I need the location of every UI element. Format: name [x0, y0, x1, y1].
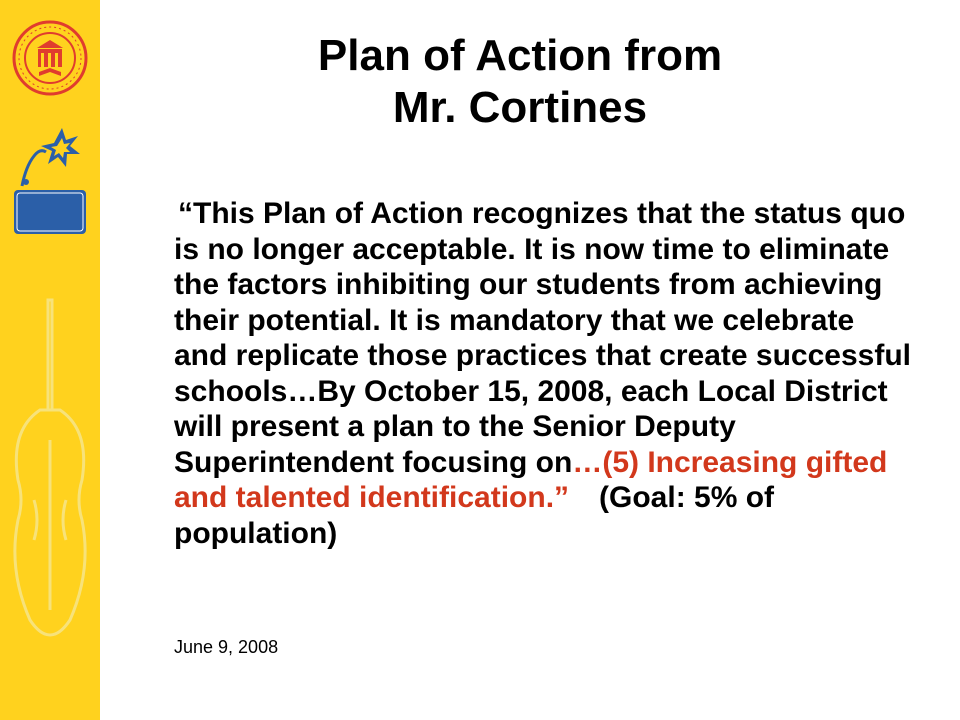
- slide-title: [120, 30, 920, 134]
- quote-date: June 9, 2008: [174, 637, 279, 657]
- goal-note: (Goal: 5% of population): [174, 481, 775, 550]
- quote-paragraph: [174, 196, 914, 551]
- quote-highlight: …(5) Increasing gifted and talented identification.”: [174, 445, 888, 514]
- district-seal-icon: [12, 20, 88, 96]
- quote-first-line: “This Plan of Action recognizes that the: [178, 197, 746, 230]
- violin-watermark-icon: [0, 290, 100, 720]
- title-line-1: Plan of Action from: [317, 31, 723, 80]
- title-line-2: Mr. Cortines: [392, 83, 648, 132]
- quote-body: status quo is no longer acceptable. It is now time to eliminate the factors inhibiting our students from achieving their potential. It is mandatory that we celebrate and replicate those practices that create successful schools…By October 15, 2008, each Local District will present a plan to the Senior Deputy Superintendent focusing on: [174, 197, 911, 479]
- gifted-talented-logo-icon: [12, 122, 88, 242]
- sidebar: [0, 0, 100, 720]
